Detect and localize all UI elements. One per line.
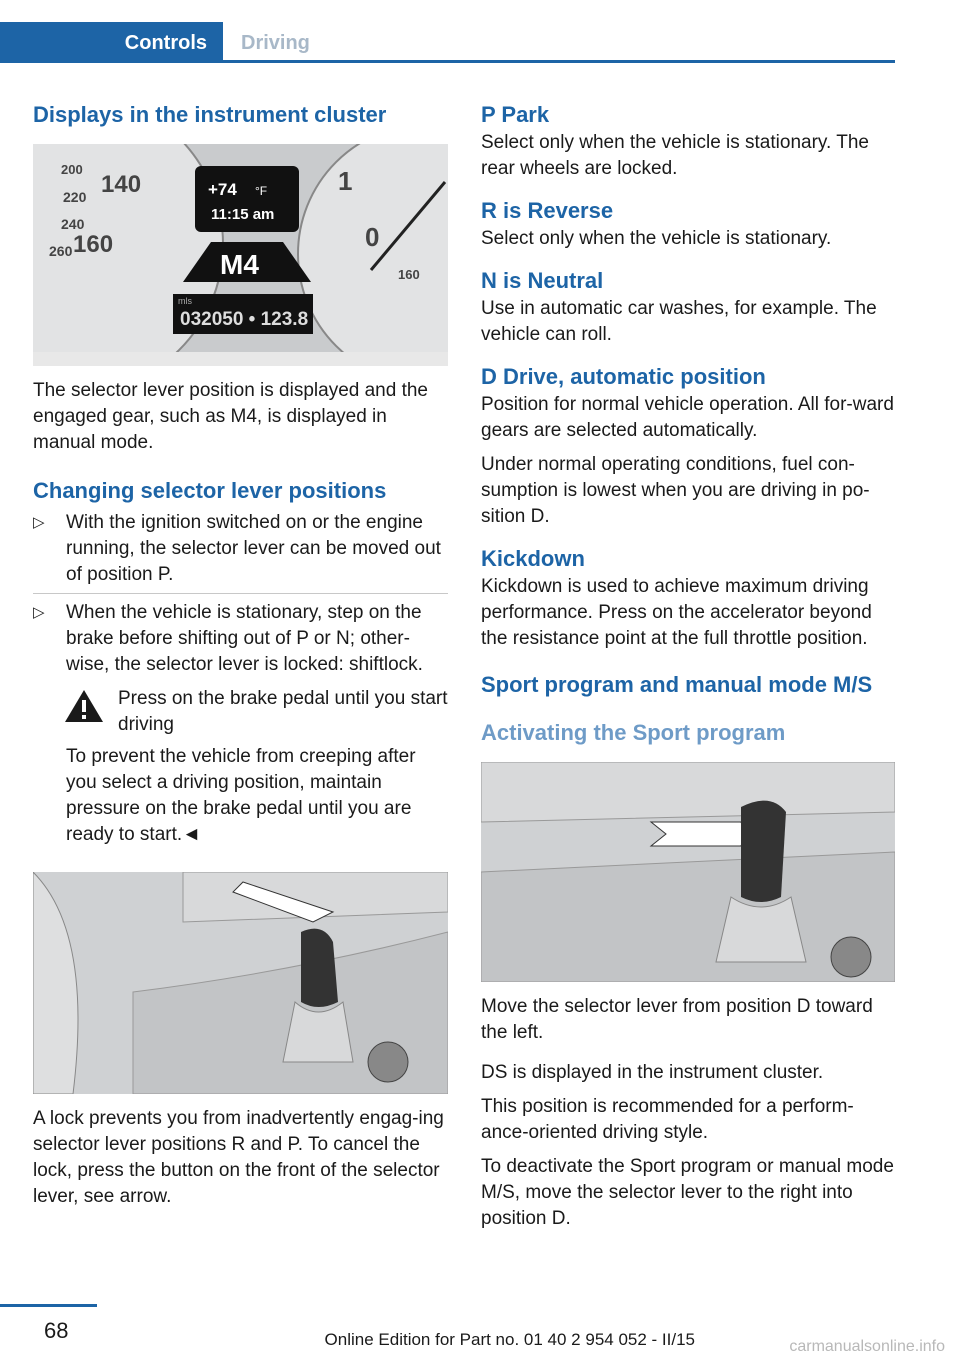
sport-mode-image [481, 762, 895, 982]
tab-controls-label: Controls [124, 32, 207, 54]
drive-text-2: Under normal operating conditions, fuel con-sumption is lowest when you are driving in po-sition D. [481, 454, 870, 527]
sport-text-4: To deactivate the Sport program or manual mode M/S, move the selector lever to the right into position D. [481, 1156, 894, 1229]
dial-label: 160 [73, 231, 114, 258]
drive-text: Position for normal vehicle operation. All for-ward gears are selected automatically. [481, 394, 894, 441]
cluster-description: The selector lever position is displayed and the engaged gear, such as M4, is displayed in manual mode. [33, 380, 429, 453]
bullet-text: With the ignition switched on or the engine running, the selector lever can be moved out of position P. [66, 512, 441, 585]
dial-label: 240 [61, 216, 85, 232]
section-heading-changing: Changing selector lever positions [33, 478, 387, 503]
dial-label: 260 [49, 243, 73, 259]
instrument-cluster-image [33, 144, 448, 366]
bullet-text: When the vehicle is stationary, step on the brake before shifting out of P or N; other-wise, the selector lever is locked: shiftlock. [66, 602, 423, 675]
subheading-activating-sport: Activating the Sport program [481, 720, 786, 745]
lock-description: A lock prevents you from inadvertently engag-ing selector lever positions R and P. To cancel the lock, press the button on the front of the selector lever, see arrow. [33, 1108, 444, 1207]
warning-title: Press on the brake pedal until you start driving [118, 688, 448, 735]
instrument-cluster-illustration [33, 144, 448, 366]
section-heading-reverse: R is Reverse [481, 198, 614, 223]
right-column [481, 100, 895, 1232]
section-heading-displays: Displays in the instrument cluster [33, 102, 387, 127]
selector-lever-image [33, 872, 448, 1094]
edition-note: Online Edition for Part no. 01 40 2 954 052 - II/15 [324, 1330, 695, 1349]
park-text: Select only when the vehicle is stationary. The rear wheels are locked. [481, 132, 869, 179]
selector-lever-illustration [33, 872, 448, 1094]
reverse-text: Select only when the vehicle is stationary. [481, 228, 832, 249]
warning-icon [63, 688, 105, 724]
tab-driving[interactable]: Driving [241, 32, 310, 54]
time-readout: 11:15 am [211, 206, 275, 223]
neutral-text: Use in automatic car washes, for example. The vehicle can roll. [481, 298, 877, 345]
warning-notice [33, 686, 448, 738]
tab-controls[interactable] [0, 22, 223, 63]
dial-label: 220 [63, 189, 87, 205]
dial-label: 200 [61, 162, 83, 177]
bullet-list [33, 510, 448, 678]
temperature-unit: °F [255, 184, 268, 198]
kickdown-text: Kickdown is used to achieve maximum driving performance. Press on the accelerator beyond the resistance point at the full throttle position. [481, 576, 872, 649]
dial-label: 160 [398, 267, 420, 282]
dial-label: 140 [101, 171, 142, 198]
odometer-readout: 032050 • 123.8 [180, 309, 309, 330]
divider [33, 593, 448, 594]
triangle-bullet-icon: ▷ [33, 514, 45, 531]
section-heading-kickdown: Kickdown [481, 546, 585, 571]
warning-text: To prevent the vehicle from creeping after you select a driving position, maintain pressure on the brake pedal until you are ready to start.◄ [66, 746, 416, 845]
gear-indicator: M4 [220, 249, 259, 280]
sport-text-1: Move the selector lever from position D toward the left. [481, 996, 873, 1043]
dial-label: 1 [338, 166, 353, 196]
sport-mode-illustration [481, 762, 895, 982]
temperature-readout: +74 [208, 180, 237, 199]
list-item [33, 600, 448, 678]
header-rule [0, 60, 895, 63]
list-item [33, 510, 448, 588]
page-number: 68 [44, 1318, 69, 1343]
section-heading-park: P Park [481, 102, 550, 127]
section-heading-sport: Sport program and manual mode M/S [481, 672, 873, 697]
sport-text-3: This position is recommended for a perform-ance-oriented driving style. [481, 1096, 854, 1143]
section-heading-drive: D Drive, automatic position [481, 364, 766, 389]
sport-text-2: DS is displayed in the instrument cluster. [481, 1062, 824, 1083]
left-column [33, 100, 448, 1210]
watermark: carmanualsonline.info [789, 1338, 945, 1355]
odometer-unit: mls [178, 296, 192, 306]
triangle-bullet-icon: ▷ [33, 604, 45, 621]
section-heading-neutral: N is Neutral [481, 268, 604, 293]
footer-rule [0, 1304, 97, 1307]
dial-label: 0 [365, 222, 380, 252]
